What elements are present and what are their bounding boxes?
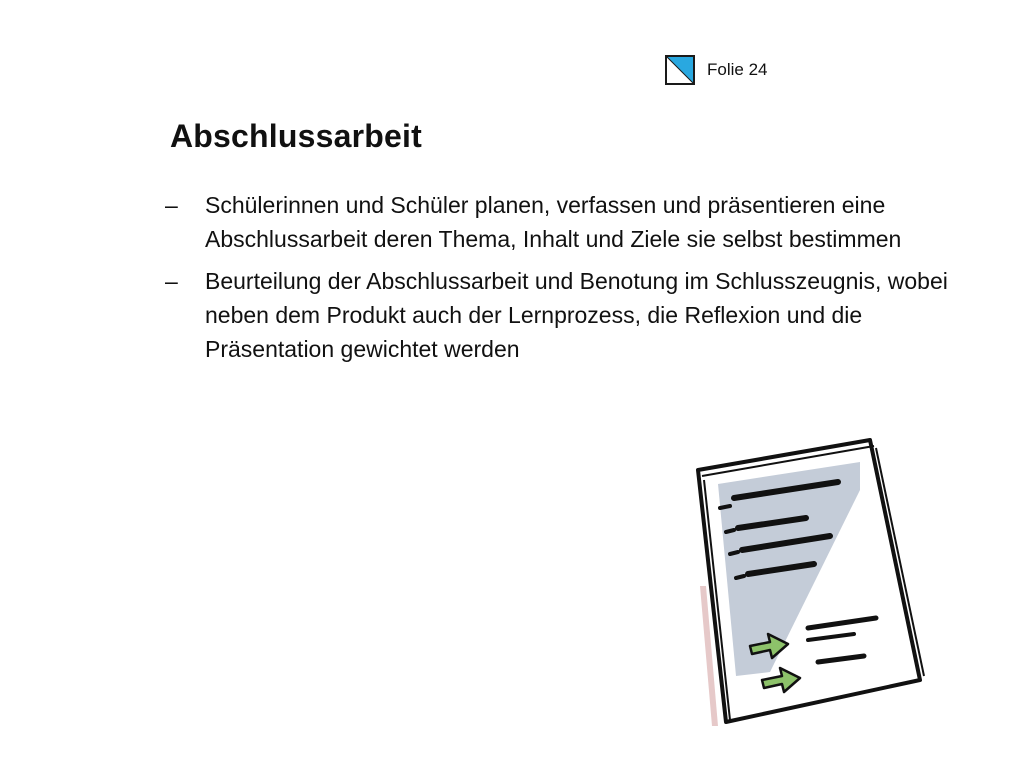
bullet-item xyxy=(165,188,965,256)
bullet-list xyxy=(165,188,965,374)
diagonal-split-square-icon xyxy=(665,55,695,85)
bullet-marker: – xyxy=(165,192,178,218)
bullet-item xyxy=(165,264,965,366)
document-with-arrows-clipart xyxy=(690,436,930,736)
bullet-text: Schülerinnen und Schüler planen, verfassen und präsentieren eine Abschlussarbeit deren Thema, Inhalt und Ziele sie selbst bestimmen xyxy=(205,192,902,252)
slide-header xyxy=(665,54,767,86)
slide-title: Abschlussarbeit xyxy=(170,118,422,154)
bullet-text: Beurteilung der Abschlussarbeit und Benotung im Schlusszeugnis, wobei neben dem Produkt auch der Lernprozess, die Reflexion und die Präsentation gewichtet werden xyxy=(205,268,948,362)
bullet-marker: – xyxy=(165,268,178,294)
slide-number: Folie 24 xyxy=(707,60,768,79)
